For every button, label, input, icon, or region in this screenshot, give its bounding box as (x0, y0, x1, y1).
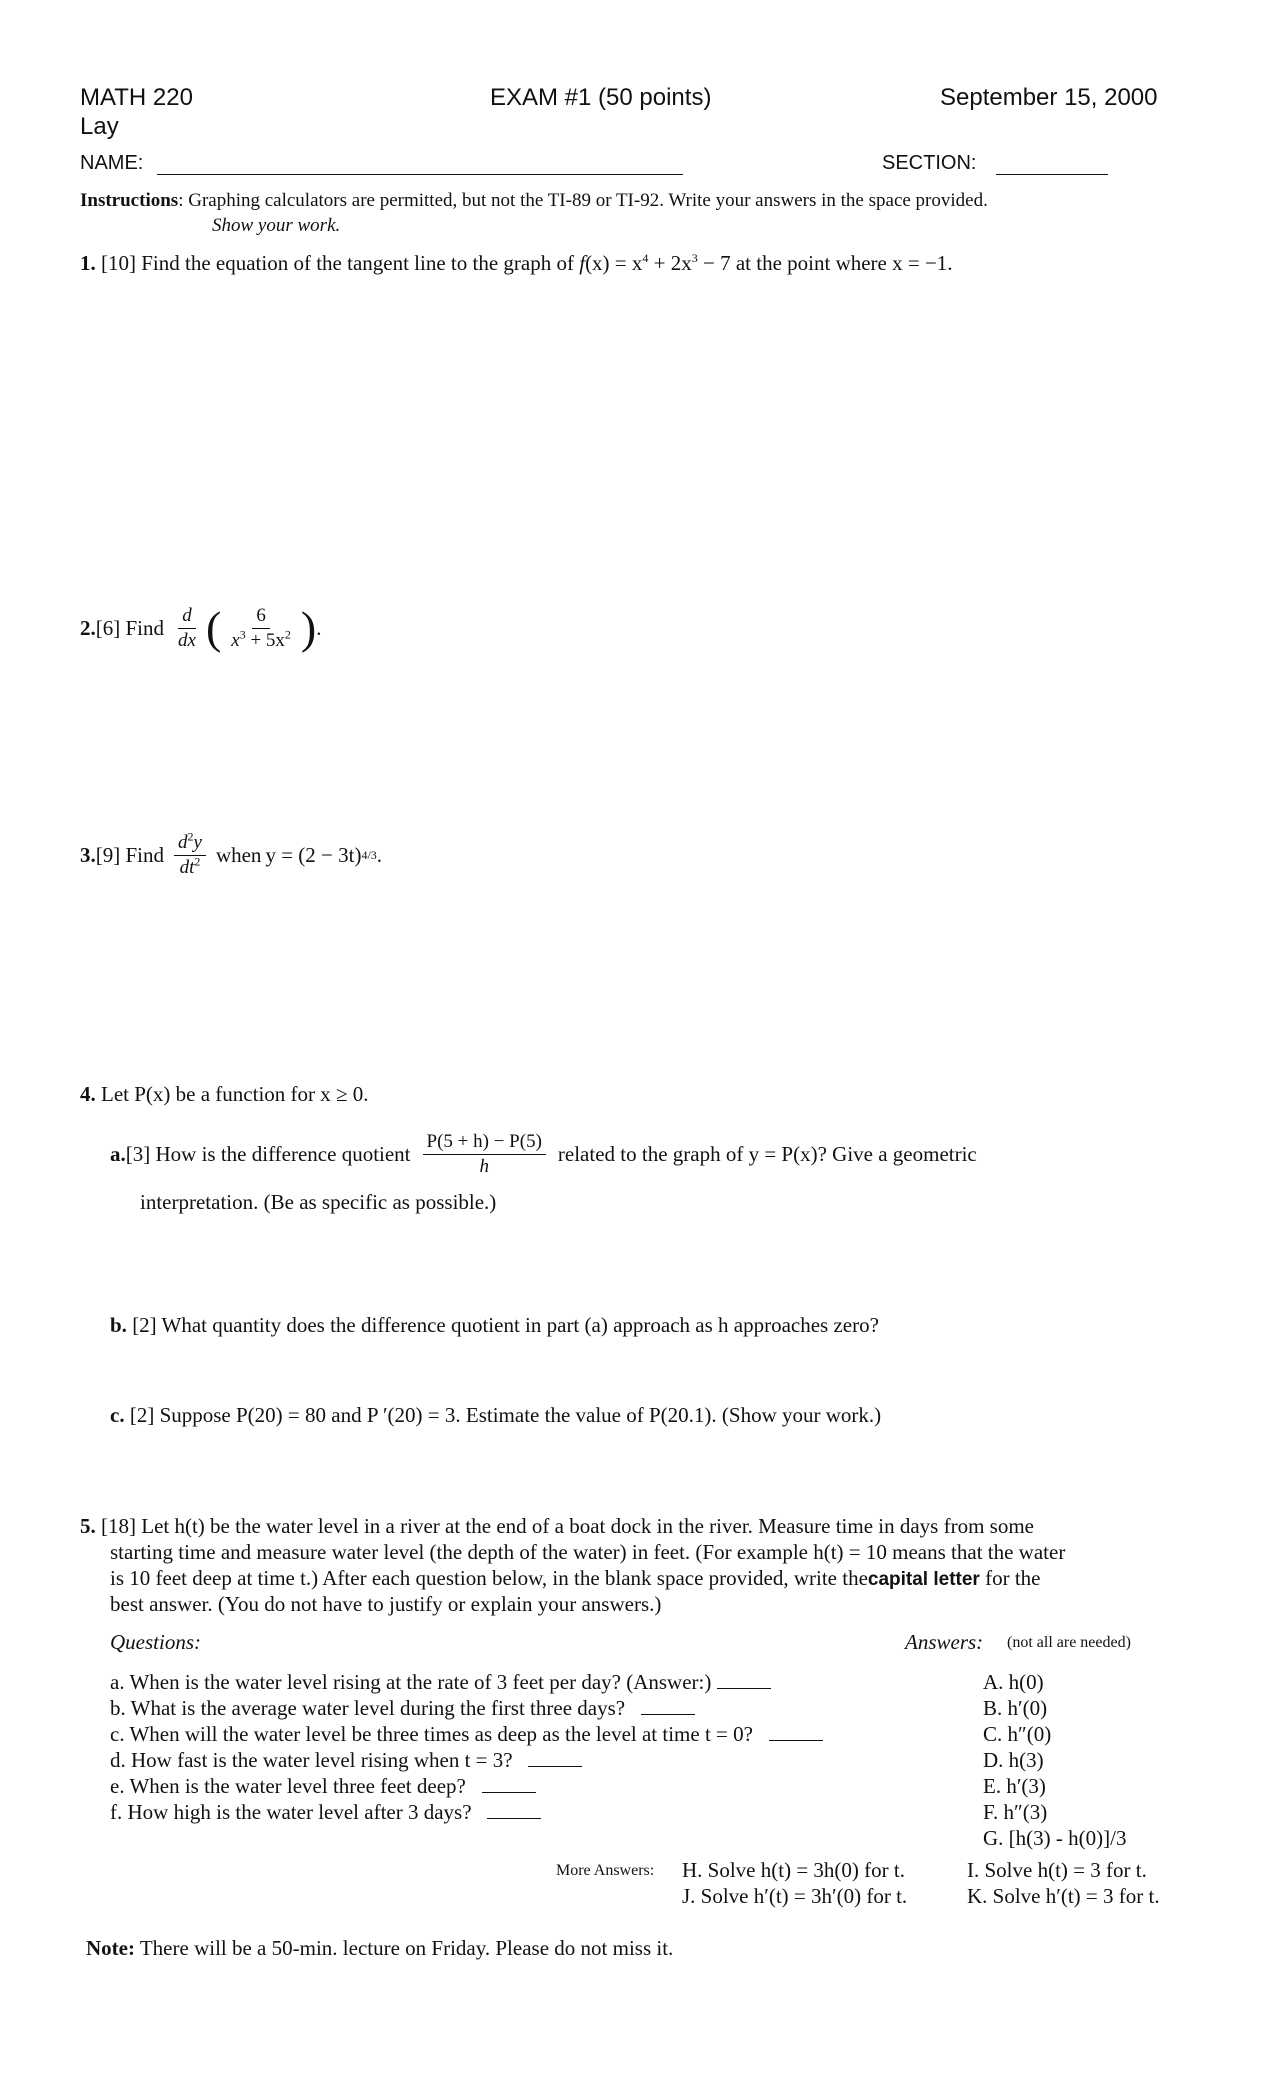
instructions-label: Instructions (80, 190, 179, 211)
q5-answer-blank-d[interactable] (528, 1752, 582, 1767)
answer-g: G. [h(3) - h(0)]/3 (983, 1826, 1127, 1850)
exam-title: EXAM #1 (50 points) (490, 84, 712, 111)
instructions-emphasis: Show your work. (212, 215, 341, 236)
instructor-name: Lay (80, 113, 119, 140)
difference-quotient: $\frac{P(5 + h) - P(5)}{h}$ (423, 1130, 546, 1179)
q5-answer-blank-a[interactable] (717, 1674, 771, 1689)
q5-answer-blank-e[interactable] (482, 1778, 536, 1793)
q5-question-c: c. When will the water level be three times as deep as the level at time t = 0? (110, 1722, 823, 1747)
q5-number: 5. (80, 1514, 96, 1538)
answer-h: H. Solve h(t) = 3h(0) for t. (682, 1858, 905, 1882)
note-text: There will be a 50-min. lecture on Friday. Please do not miss it. (134, 1936, 674, 1960)
answer-i: I. Solve h(t) = 3 for t. (967, 1858, 1147, 1882)
q2-right-paren: ) (300, 602, 317, 653)
q2-number: 2. (80, 615, 96, 640)
question-4a-line2: interpretation. (Be as specific as possible.) (140, 1190, 497, 1214)
answer-j: J. Solve h′(t) = 3h′(0) for t. (682, 1884, 908, 1908)
answer-e: E. h′(3) (983, 1774, 1046, 1798)
q5-answer-blank-b[interactable] (641, 1700, 695, 1715)
q3-second-derivative: $\frac{d^2y}{dt^2}$ (174, 831, 206, 880)
q5-question-e: e. When is the water level three feet deep? (110, 1774, 536, 1799)
q2-fraction: $\frac{6}{x^3 + 5x^2}$ (231, 604, 291, 651)
section-field[interactable] (996, 174, 1108, 175)
q2-left-paren: ( (205, 602, 222, 653)
q5-answer-blank-f[interactable] (487, 1804, 541, 1819)
note (86, 1936, 673, 1961)
section-label: SECTION: (882, 152, 977, 174)
q2-derivative-operator: $\frac{d}{dx}$ (178, 604, 196, 651)
question-5-line4: best answer. (You do not have to justify or explain your answers.) (110, 1592, 662, 1616)
q1-number: 1. (80, 251, 96, 275)
answer-d: D. h(3) (983, 1748, 1044, 1772)
question-4c: c. [2] Suppose P(20) = 80 and P ′(20) = 3. Estimate the value of P(20.1). (Show your work.) (110, 1403, 882, 1427)
note-label: Note: (86, 1936, 135, 1960)
questions-label: Questions: (110, 1630, 201, 1654)
answer-k: K. Solve h′(t) = 3 for t. (967, 1884, 1160, 1908)
answers-note: (not all are needed) (1007, 1634, 1131, 1651)
q5-question-f: f. How high is the water level after 3 days? (110, 1800, 541, 1825)
question-2: 2. [6] Find $\frac{d}{dx}$ ( $\frac{6}{x^3 + 5x^2}$ ) . (80, 602, 322, 653)
question-4b: b. [2] What quantity does the difference quotient in part (a) approach as h approaches zero? (110, 1313, 879, 1337)
question-1: 1. [10] Find the equation of the tangent line to the graph of $f(x) = x^4 + 2x^3 - 7$ at the point where x = −1. (80, 251, 953, 275)
q5-answer-blank-c[interactable] (769, 1726, 823, 1741)
q4-number: 4. (80, 1082, 96, 1106)
instructions (80, 190, 988, 212)
q5-question-d: d. How fast is the water level rising when t = 3? (110, 1748, 582, 1773)
question-5-line3: is 10 feet deep at time t.) After each question below, in the blank space provided, write thecapital letter for the (110, 1566, 1041, 1590)
question-5-line1: 5. [18] Let h(t) be the water level in a river at the end of a boat dock in the river. Measure time in days from some (80, 1514, 1035, 1538)
instructions-text: : Graphing calculators are permitted, but not the TI-89 or TI-92. Write your answers in the space provided. (178, 190, 988, 211)
course-title: MATH 220 (80, 84, 193, 111)
q5-question-a: a. When is the water level rising at the rate of 3 feet per day? (Answer:) (110, 1670, 771, 1695)
name-label: NAME: (80, 152, 144, 174)
answer-f: F. h″(3) (983, 1800, 1048, 1824)
question-4a: a. [3] How is the difference quotient $\frac{P(5 + h) - P(5)}{h}$ related to the graph of y = P(x)? Give a geometric (110, 1130, 977, 1177)
exam-date: September 15, 2000 (940, 84, 1158, 111)
name-field[interactable] (157, 174, 683, 175)
answers-label: Answers: (905, 1630, 984, 1654)
answer-c: C. h″(0) (983, 1722, 1052, 1746)
question-3: 3. [9] Find $\frac{d^2y}{dt^2}$ when y = (2 − 3t) 4/3 . (80, 829, 383, 878)
answer-a: A. h(0) (983, 1670, 1044, 1694)
q3-number: 3. (80, 842, 96, 867)
more-answers-label: More Answers: (556, 1862, 655, 1879)
q5-question-b: b. What is the average water level during the first three days? (110, 1696, 695, 1721)
question-5-line2: starting time and measure water level (the depth of the water) in feet. (For example h(t) = 10 means that the water (110, 1540, 1066, 1564)
question-4-intro: 4. Let P(x) be a function for x ≥ 0. (80, 1082, 369, 1106)
answer-b: B. h′(0) (983, 1696, 1048, 1720)
